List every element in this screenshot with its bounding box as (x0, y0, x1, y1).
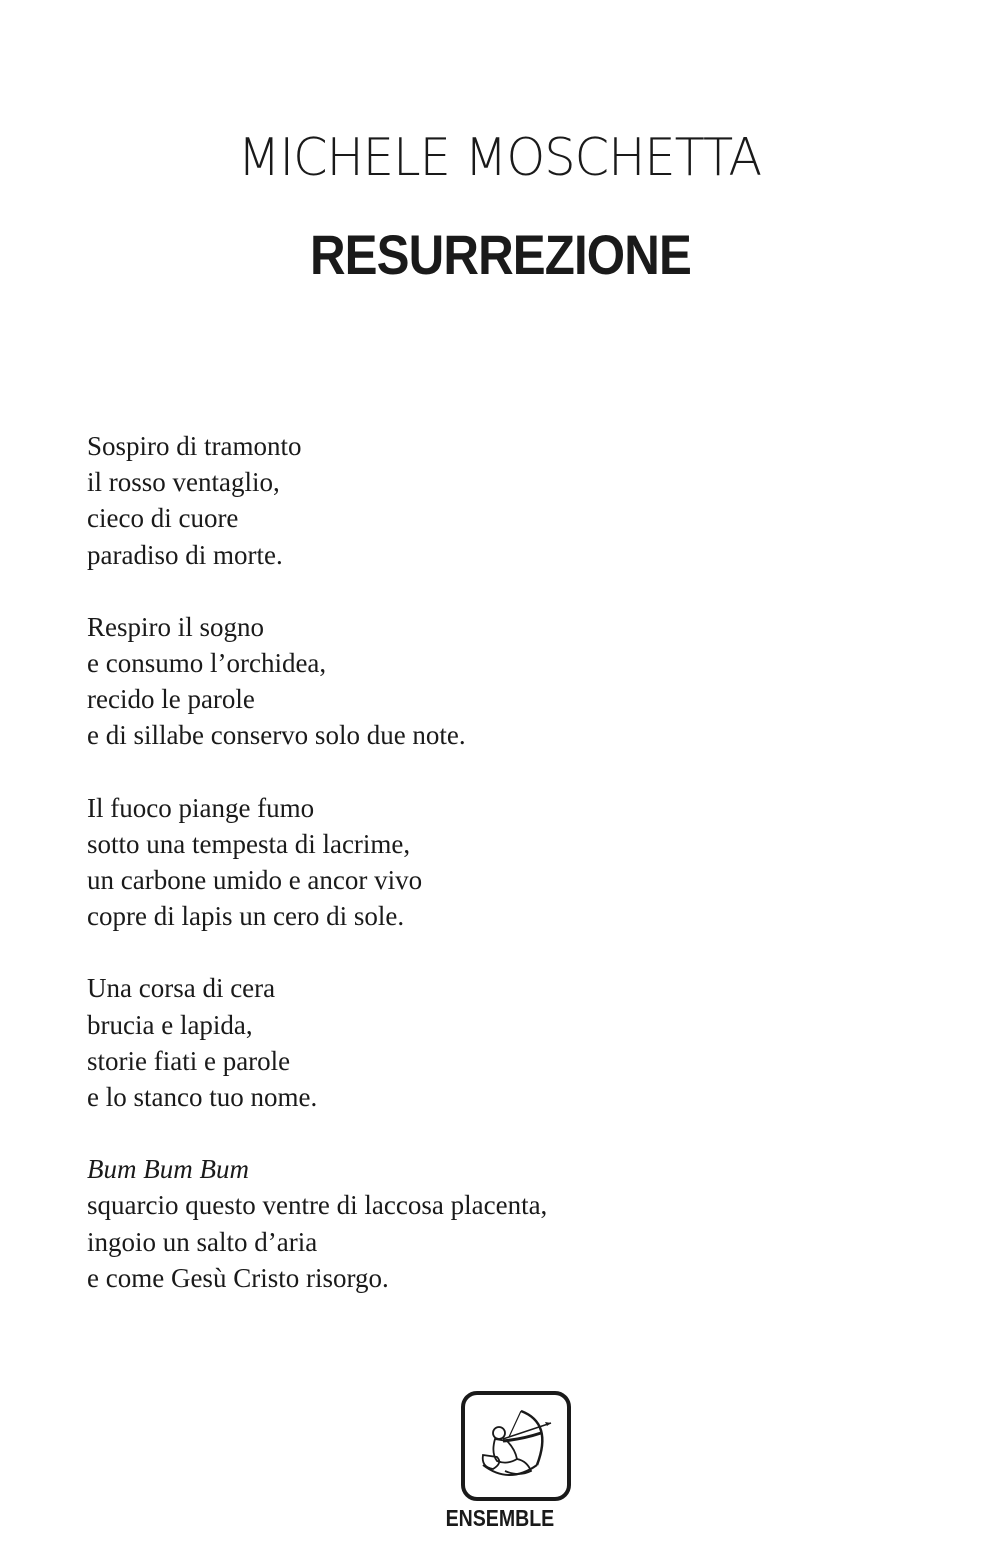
stanza-4 (87, 970, 787, 1115)
stanza-1 (87, 428, 787, 573)
poem-line: sotto una tempesta di lacrime, (87, 828, 411, 859)
poem-line: brucia e lapida, (87, 1009, 253, 1040)
poem-line: Il fuoco piange fumo (87, 792, 315, 823)
poem-line: e come Gesù Cristo risorgo. (87, 1262, 389, 1293)
poem-line: copre di lapis un cero di sole. (87, 901, 405, 932)
book-title (0, 222, 1000, 287)
author-name-text: MICHELE MOSCHETTA (238, 128, 762, 188)
poem (87, 428, 787, 1332)
poem-line: paradiso di morte. (87, 539, 283, 570)
poem-line: e consumo l’orchidea, (87, 648, 327, 679)
author-name (0, 128, 1000, 188)
poem-line: il rosso ventaglio, (87, 467, 280, 498)
stanza-2 (87, 609, 787, 754)
book-title-text: RESURREZIONE (309, 223, 691, 286)
poem-line: cieco di cuore (87, 503, 239, 534)
archer-logo-icon (473, 1403, 559, 1489)
stanza-3 (87, 790, 787, 935)
publisher-name (0, 1505, 1000, 1532)
poem-line: squarcio questo ventre di laccosa placenta, (87, 1190, 548, 1221)
poem-line: Una corsa di cera (87, 973, 276, 1004)
poem-line: recido le parole (87, 684, 255, 715)
poem-line: storie fiati e parole (87, 1045, 291, 1076)
poem-line: Sospiro di tramonto (87, 431, 302, 461)
poem-line: e di sillabe conservo solo due note. (87, 720, 466, 751)
poem-line: un carbone umido e ancor vivo (87, 865, 423, 896)
stanza-5 (87, 1151, 787, 1296)
poem-line: ingoio un salto d’aria (87, 1226, 318, 1257)
publisher-name-text: ENSEMBLE (445, 1505, 555, 1531)
poem-line: Respiro il sogno (87, 611, 265, 642)
poem-line: e lo stanco tuo nome. (87, 1082, 318, 1113)
publisher-logo (461, 1391, 571, 1501)
poem-line-italic: Bum Bum Bum (87, 1154, 249, 1185)
